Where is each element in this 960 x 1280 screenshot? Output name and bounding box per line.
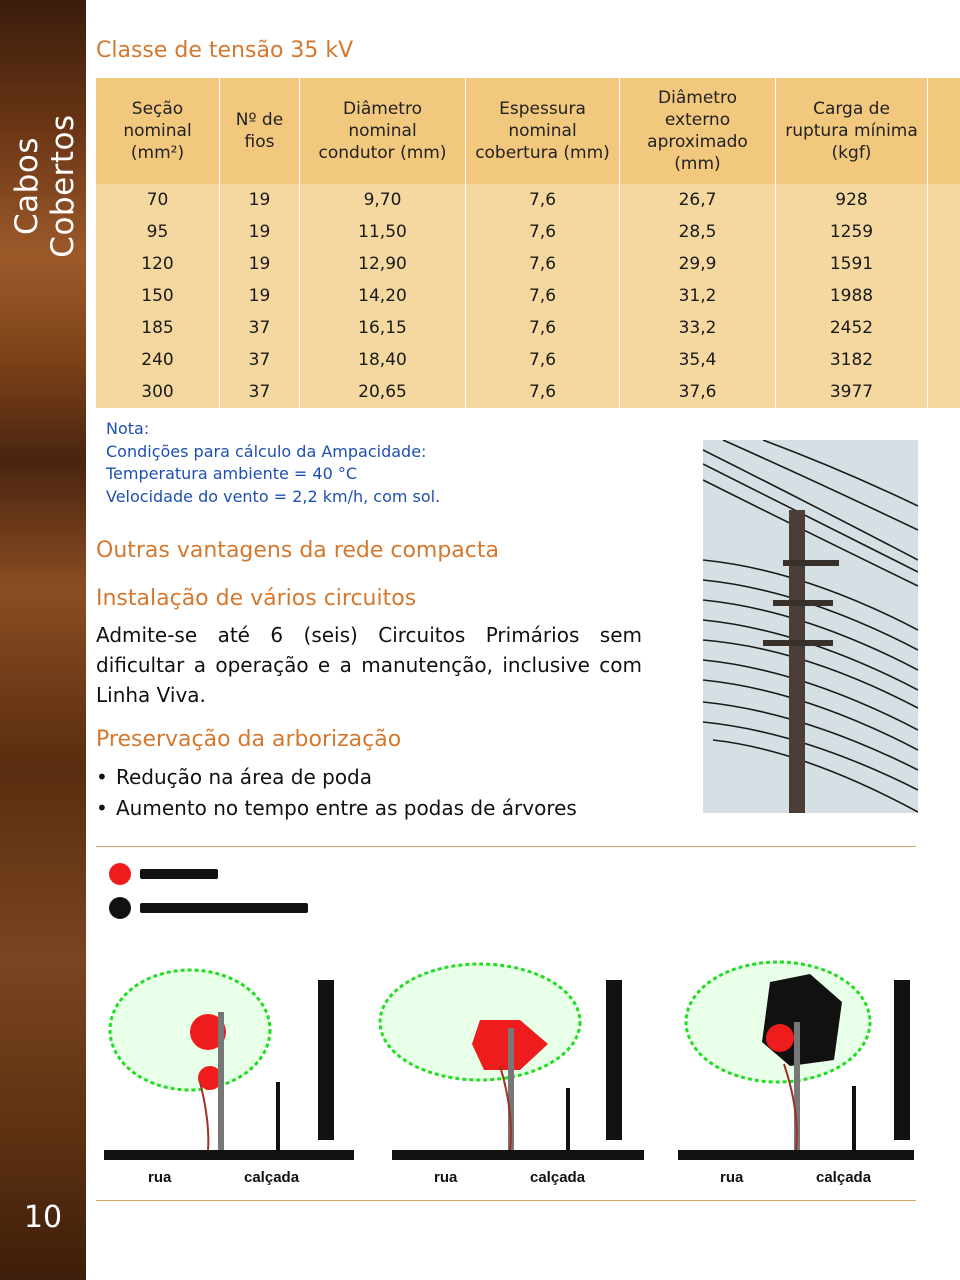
table-cell: 70 [96, 184, 220, 216]
table-cell: 31,2 [620, 280, 776, 312]
table-cell: 19 [220, 248, 300, 280]
table-cell: 7,6 [466, 312, 620, 344]
table-cell: 240 [96, 344, 220, 376]
note-wind: Velocidade do vento = 2,2 km/h, com sol. [106, 486, 441, 506]
table-cell: 7,6 [466, 184, 620, 216]
page-number: 10 [23, 1200, 63, 1235]
table-cell: 11,50 [300, 216, 466, 248]
sidewalk-label-2: calçada [530, 1169, 586, 1186]
table-row [96, 248, 960, 280]
table-cell: 18,40 [300, 344, 466, 376]
table-cell: 3182 [776, 344, 928, 376]
table-row [96, 280, 960, 312]
table-cell: 7,6 [466, 280, 620, 312]
circuits-heading: Instalação de vários circuitos [96, 586, 417, 611]
recovery-area-swatch [109, 897, 131, 919]
street-label-2: rua [434, 1169, 458, 1186]
street-label-1: rua [148, 1169, 172, 1186]
section-title: Classe de tensão 35 kV [96, 38, 354, 63]
pruning-area-label-graphic [140, 869, 218, 879]
table-cell: 1988 [776, 280, 928, 312]
table-cell: 37 [220, 376, 300, 408]
header-carga: Carga de ruptura mínima (kgf) [776, 78, 928, 184]
table-row [96, 376, 960, 408]
table-cell: 37 [220, 312, 300, 344]
table-cell: 7,6 [466, 216, 620, 248]
header-diametro-condutor: Diâmetro nominal condutor (mm) [300, 78, 466, 184]
table-cell: 14,20 [300, 280, 466, 312]
table-cell: 37,6 [620, 376, 776, 408]
scene-2 [380, 964, 644, 1160]
divider [96, 846, 916, 847]
street-label-3: rua [720, 1169, 744, 1186]
table-cell: 28,5 [620, 216, 776, 248]
header-espessura: Espessura nominal cobertura (mm) [466, 78, 620, 184]
table-cell: 33,2 [620, 312, 776, 344]
scene-1 [104, 970, 354, 1160]
circuits-text: Admite-se até 6 (seis) Circuitos Primários sem dificultar a operação e a manutenção, inclusive com Linha Viva. [96, 623, 642, 707]
table-cell: 12,90 [300, 248, 466, 280]
table-cell: 120 [96, 248, 220, 280]
table-cell: 1259 [776, 216, 928, 248]
table-cell: 7,6 [466, 248, 620, 280]
list-item: • Aumento no tempo entre as podas de árvores [96, 793, 577, 824]
table-cell: 19 [220, 216, 300, 248]
note-temperature: Temperatura ambiente = 40 °C [106, 464, 358, 483]
legend [109, 863, 308, 919]
arborization-list [96, 762, 577, 824]
pruning-area-swatch [109, 863, 131, 885]
table-cell: 19 [220, 184, 300, 216]
scene-3 [678, 962, 914, 1160]
table-cell: 2452 [776, 312, 928, 344]
header-secao: Seção nominal (mm²) [96, 78, 220, 184]
sidewalk-label-3: calçada [816, 1169, 872, 1186]
advantages-heading: Outras vantagens da rede compacta [96, 538, 499, 563]
table-cell: 16,15 [300, 312, 466, 344]
sidebar-title: Cabos Cobertos [9, 114, 81, 258]
table-row [96, 216, 960, 248]
sidewalk-label-1: calçada [244, 1169, 300, 1186]
header-fios: Nº de fios [220, 78, 300, 184]
note-condition: Condições para cálculo da Ampacidade: [106, 441, 427, 461]
table-row [96, 344, 960, 376]
table-cell: 7,6 [466, 376, 620, 408]
table-cell: 35,4 [620, 344, 776, 376]
table-cell: 928 [776, 184, 928, 216]
table-cell: 300 [96, 376, 220, 408]
list-item: • Redução na área de poda [96, 762, 577, 793]
table-cell: 9,70 [300, 184, 466, 216]
table-cell: 3977 [776, 376, 928, 408]
arborization-heading: Preservação da arborização [96, 727, 402, 752]
table-cell: 20,65 [300, 376, 466, 408]
sidebar [0, 0, 86, 1280]
cable-table [96, 78, 960, 408]
table-cell: 7,6 [466, 344, 620, 376]
table-header [96, 78, 960, 184]
pole-photo [703, 440, 918, 813]
note-label: Nota: [106, 419, 150, 438]
table-cell: 37 [220, 344, 300, 376]
note [106, 418, 440, 508]
table-cell: 185 [96, 312, 220, 344]
table-cell: 150 [96, 280, 220, 312]
pruning-diagram [100, 852, 916, 1192]
table-cell: 29,9 [620, 248, 776, 280]
table-row [96, 184, 960, 216]
header-diametro-externo: Diâmetro externo aproximado (mm) [620, 78, 776, 184]
table-cell: 26,7 [620, 184, 776, 216]
table-cell: 19 [220, 280, 300, 312]
table-cell: 1591 [776, 248, 928, 280]
table-cell: 95 [96, 216, 220, 248]
recovery-area-label-graphic [140, 903, 308, 913]
table-row [96, 312, 960, 344]
divider [96, 1200, 916, 1201]
